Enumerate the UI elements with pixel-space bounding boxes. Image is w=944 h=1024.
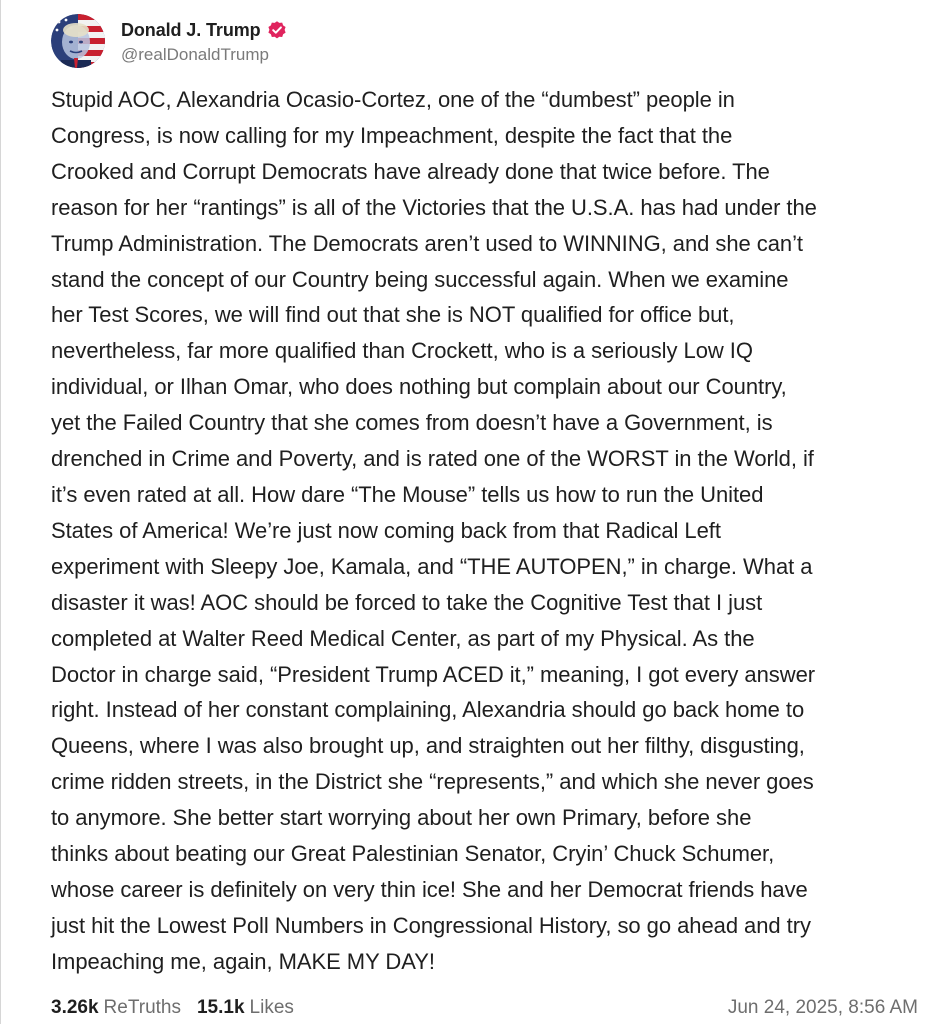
post-timestamp[interactable]: Jun 24, 2025, 8:56 AM xyxy=(727,997,918,1018)
post-text-line: Doctor in charge said, “President Trump ACED it,” meaning, I got every answer xyxy=(51,661,816,687)
post-text-line: Queens, where I was also brought up, and straighten out her filthy, disgusting, xyxy=(51,733,805,759)
retruths-label: ReTruths xyxy=(103,997,181,1018)
post-text-line: stand the concept of our Country being successful again. When we examine xyxy=(51,266,789,292)
retruths-count: 3.26k xyxy=(51,997,99,1018)
post-text-line: whose career is definitely on very thin ice! She and her Democrat friends have xyxy=(51,876,808,902)
post-text-line: completed at Walter Reed Medical Center, as part of my Physical. As the xyxy=(51,625,755,651)
post-text-line: her Test Scores, we will find out that she is NOT qualified for office but, xyxy=(51,302,735,328)
avatar[interactable] xyxy=(51,14,105,68)
post-text-line: yet the Failed Country that she comes from doesn’t have a Government, is xyxy=(51,410,773,436)
post-text-line: Crooked and Corrupt Democrats have already done that twice before. The xyxy=(51,158,770,184)
post-text-line: just hit the Lowest Poll Numbers in Congressional History, so go ahead and try xyxy=(51,912,811,938)
post-text-line: Trump Administration. The Democrats aren’t used to WINNING, and she can’t xyxy=(51,230,803,256)
post-text-line: it’s even rated at all. How dare “The Mouse” tells us how to run the United xyxy=(51,481,764,507)
post-text-line: to anymore. She better start worrying about her own Primary, before she xyxy=(51,805,752,831)
post-text-line: individual, or Ilhan Omar, who does nothing but complain about our Country, xyxy=(51,374,787,400)
likes-count: 15.1k xyxy=(196,997,245,1018)
post-text-line: reason for her “rantings” is all of the Victories that the U.S.A. has had under the xyxy=(51,194,817,220)
display-name-row xyxy=(121,17,287,43)
post-header xyxy=(51,12,287,70)
verified-badge-icon xyxy=(267,20,287,40)
author-handle[interactable]: @realDonaldTrump xyxy=(121,45,269,64)
likes-stat[interactable] xyxy=(197,997,294,1019)
avatar-portrait xyxy=(51,14,105,68)
post-footer xyxy=(51,993,918,1023)
post-text-line: drenched in Crime and Poverty, and is rated one of the WORST in the World, if xyxy=(51,446,814,472)
author-names xyxy=(121,17,287,65)
post-text-line: Impeaching me, again, MAKE MY DAY! xyxy=(51,948,435,974)
post-text-line: experiment with Sleepy Joe, Kamala, and “THE AUTOPEN,” in charge. What a xyxy=(51,553,813,579)
post-content xyxy=(51,82,931,980)
retruths-stat[interactable] xyxy=(51,997,181,1019)
likes-label: Likes xyxy=(249,997,294,1018)
post-text-line: crime ridden streets, in the District she “represents,” and which she never goes xyxy=(51,769,814,795)
post-text-line: Stupid AOC, Alexandria Ocasio-Cortez, one of the “dumbest” people in xyxy=(51,87,735,112)
post-stats xyxy=(51,997,310,1019)
display-name[interactable]: Donald J. Trump xyxy=(121,19,261,40)
post-text-line: thinks about beating our Great Palestinian Senator, Cryin’ Chuck Schumer, xyxy=(51,841,775,867)
post-text-line: States of America! We’re just now coming back from that Radical Left xyxy=(51,517,721,543)
post-text-line: Congress, is now calling for my Impeachment, despite the fact that the xyxy=(51,122,733,148)
post-text-line: right. Instead of her constant complaining, Alexandria should go back home to xyxy=(51,697,805,723)
post-text-line: disaster it was! AOC should be forced to take the Cognitive Test that I just xyxy=(51,589,763,615)
post-text-line: nevertheless, far more qualified than Crockett, who is a seriously Low IQ xyxy=(51,338,753,364)
